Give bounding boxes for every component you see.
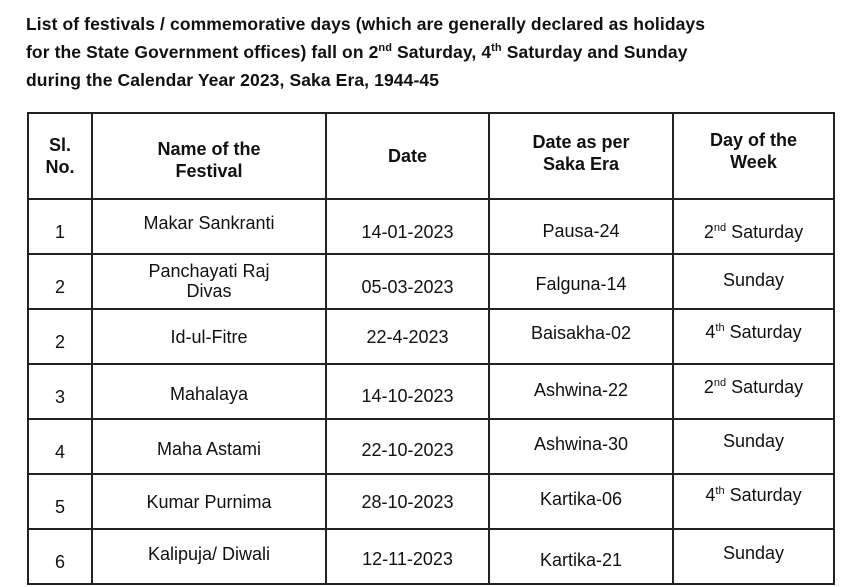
day-ordinal-suffix: nd [713, 376, 727, 389]
header-row [28, 113, 834, 199]
cell-festival-name: Id-ul-Fitre [92, 309, 326, 364]
table-row [28, 419, 834, 474]
cell-saka-date: Ashwina-30 [489, 416, 673, 471]
header-festival-name: Name of the Festival [92, 113, 326, 199]
day-ordinal-suffix: th [715, 484, 725, 497]
document-heading [26, 10, 846, 94]
cell-festival-name: Panchayati Raj Divas [92, 253, 326, 308]
day-ordinal-suffix: nd [713, 221, 727, 234]
cell-saka-date: Ashwina-22 [489, 362, 673, 417]
cell-saka-date: Baisakha-02 [489, 305, 673, 360]
day-ordinal-number: 2 [703, 376, 714, 397]
table-row [28, 254, 834, 309]
festival-table [27, 112, 835, 585]
day-ordinal-suffix: th [715, 321, 725, 334]
cell-festival-name: Kalipuja/ Diwali [92, 526, 326, 581]
day-ordinal-number: 4 [705, 484, 716, 505]
day-name: Saturday [726, 376, 804, 397]
table-row [28, 199, 834, 254]
cell-day-of-week [673, 252, 834, 307]
festival-table-body [28, 199, 834, 584]
cell-day-of-week [673, 525, 834, 580]
cell-sl-no: 2 [28, 309, 92, 364]
heading-line-2 [26, 38, 846, 66]
header-saka-date: Date as per Saka Era [489, 113, 673, 199]
heading-ordinal-nd: nd [378, 42, 393, 54]
table-row [28, 474, 834, 529]
table-row [28, 529, 834, 584]
cell-day-of-week [673, 204, 834, 259]
cell-saka-date: Falguna-14 [489, 256, 673, 311]
cell-day-of-week [673, 304, 834, 359]
day-name: Sunday [722, 542, 785, 563]
heading-line-2-part-c: Saturday and Sunday [501, 42, 688, 62]
cell-saka-date: Kartika-06 [489, 471, 673, 526]
header-day-of-week: Day of the Week [673, 113, 834, 199]
cell-day-of-week [673, 467, 834, 522]
cell-date: 28-10-2023 [326, 474, 489, 529]
cell-festival-name: Makar Sankranti [92, 195, 326, 250]
heading-line-2-part-b: Saturday, 4 [392, 42, 492, 62]
festival-table-header [28, 113, 834, 199]
heading-line-3: during the Calendar Year 2023, Saka Era, 1944-45 [26, 70, 440, 90]
cell-festival-name: Mahalaya [92, 366, 326, 421]
cell-saka-date: Pausa-24 [489, 203, 673, 258]
heading-line-1: List of festivals / commemorative days (which are generally declared as holidays [26, 14, 706, 34]
cell-sl-no: 1 [28, 199, 92, 254]
table-row [28, 309, 834, 364]
cell-sl-no: 2 [28, 254, 92, 309]
cell-day-of-week [673, 359, 834, 414]
cell-sl-no: 5 [28, 474, 92, 529]
heading-line-2-part-a: for the State Government offices) fall on 2 [26, 42, 379, 62]
cell-sl-no: 3 [28, 364, 92, 419]
day-name: Saturday [726, 221, 804, 242]
cell-sl-no: 6 [28, 529, 92, 584]
cell-date: 14-10-2023 [326, 364, 489, 419]
cell-date: 22-4-2023 [326, 309, 489, 364]
cell-date: 22-10-2023 [326, 419, 489, 474]
day-name: Sunday [722, 430, 785, 451]
cell-date: 12-11-2023 [326, 529, 489, 584]
heading-ordinal-th: th [491, 42, 502, 54]
cell-festival-name: Maha Astami [92, 421, 326, 476]
day-ordinal-number: 2 [703, 221, 714, 242]
cell-festival-name: Kumar Purnima [92, 474, 326, 529]
cell-sl-no: 4 [28, 419, 92, 474]
day-name: Sunday [722, 269, 785, 290]
header-date: Date [326, 113, 489, 199]
table-row [28, 364, 834, 419]
cell-day-of-week [673, 413, 834, 468]
day-name: Saturday [724, 484, 802, 505]
cell-saka-date: Kartika-21 [489, 532, 673, 587]
day-name: Saturday [724, 321, 802, 342]
day-ordinal-number: 4 [705, 321, 716, 342]
cell-date: 14-01-2023 [326, 199, 489, 254]
header-sl-no: Sl. No. [28, 113, 92, 199]
cell-date: 05-03-2023 [326, 254, 489, 309]
